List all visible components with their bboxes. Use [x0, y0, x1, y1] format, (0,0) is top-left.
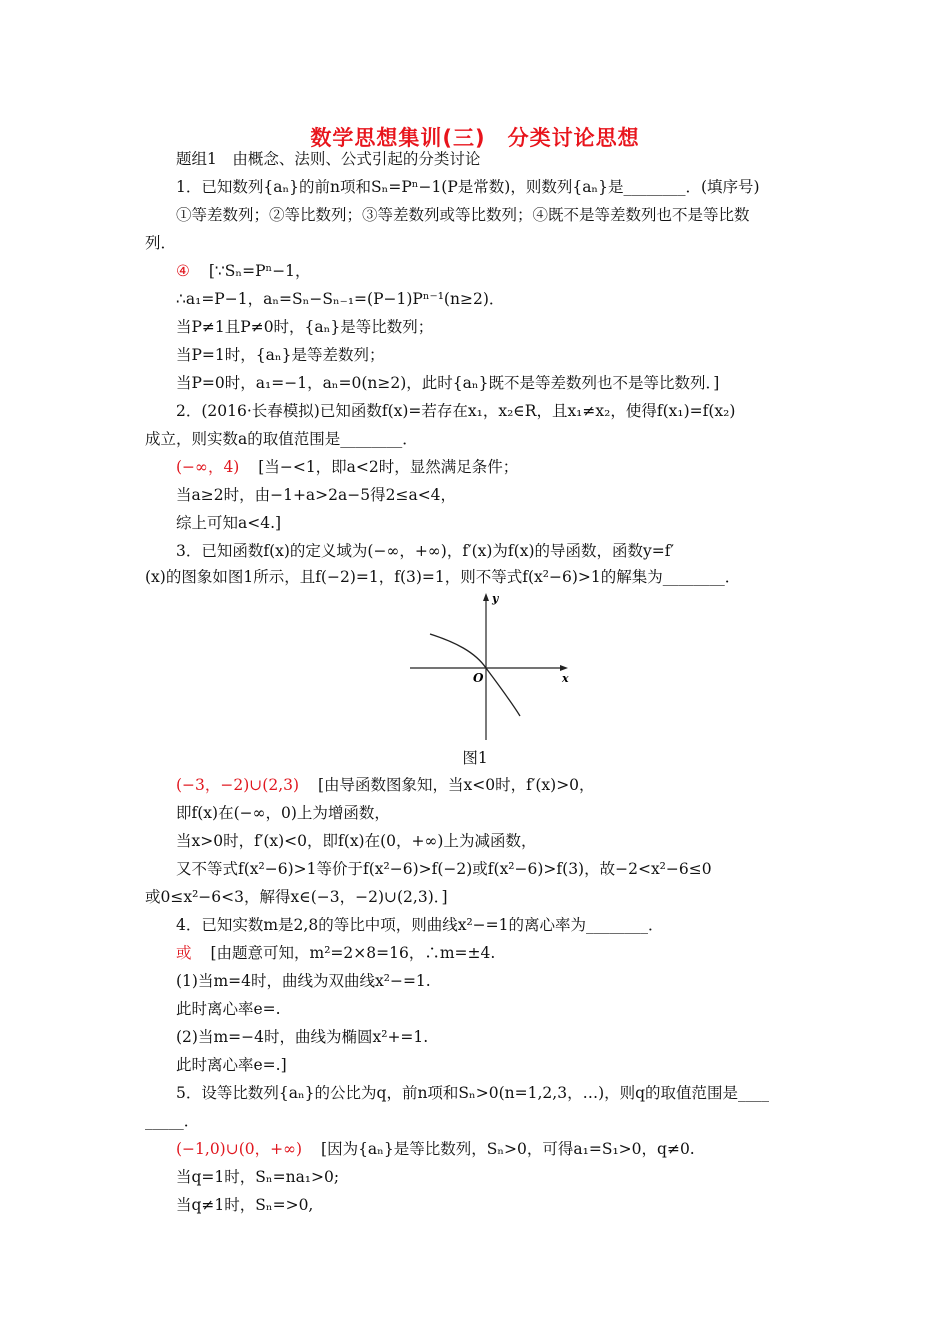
answer-1: ④	[176, 262, 190, 280]
solution-1-line-5: 当P=0时，a₁=−1，aₙ=0(n≥2)，此时{aₙ}既不是等差数列也不是等比数列．]	[176, 374, 720, 392]
y-axis-arrow-icon	[483, 593, 489, 601]
problem-1-options: ①等差数列；②等比数列；③等差数列或等比数列；④既不是等差数列也不是等比数	[176, 206, 750, 224]
solution-3-line-3: 当x>0时，f′(x)<0，即f(x)在(0，+∞)上为减函数，	[176, 832, 537, 850]
problem-1-text: 1．已知数列{aₙ}的前n项和Sₙ=Pⁿ−1(P是常数)，则数列{aₙ}是________．(填序号)	[176, 178, 760, 196]
problem-3-text-cont: (x)的图象如图1所示，且f(−2)=1，f(3)=1，则不等式f(x²−6)>1的解集为________．	[145, 568, 741, 586]
problem-3-text: 3．已知函数f(x)的定义域为(−∞，+∞)，f′(x)为f(x)的导函数，函数y=f′	[176, 542, 674, 560]
solution-1-line-1	[176, 260, 311, 282]
answer-4: 或	[176, 944, 192, 962]
section-heading: 题组1 由概念、法则、公式引起的分类讨论	[176, 150, 481, 168]
solution-1-line-4: 当P=1时，{aₙ}是等差数列；	[176, 346, 385, 364]
solution-4-text: [由题意可知，m²=2×8=16，∴m=±4.	[210, 944, 496, 962]
solution-4-line-5: 此时离心率e=.]	[176, 1056, 287, 1074]
problem-4-text: 4．已知实数m是2,8的等比中项，则曲线x²−=1的离心率为________．	[176, 916, 664, 934]
solution-1-line-2: ∴a₁=P−1，aₙ=Sₙ−Sₙ₋₁=(P−1)Pⁿ⁻¹(n≥2)．	[176, 290, 505, 308]
solution-5-line-2: 当q=1时，Sₙ=na₁>0;	[176, 1168, 340, 1186]
origin-label: O	[473, 671, 484, 685]
x-axis-label: x	[562, 672, 569, 685]
solution-3-line-2: 即f(x)在(−∞，0)上为增函数，	[176, 804, 390, 822]
x-axis-arrow-icon	[560, 665, 568, 671]
solution-3-line-5: 或0≤x²−6<3，解得x∈(−3，−2)∪(2,3)．]	[145, 888, 448, 906]
answer-5: (−1,0)∪(0，+∞)	[176, 1140, 303, 1158]
solution-3-line-4: 又不等式f(x²−6)>1等价于f(x²−6)>f(−2)或f(x²−6)>f(3)，故−2<x²−6≤0	[176, 860, 712, 878]
solution-2-line-3: 综上可知a<4.]	[176, 514, 282, 532]
solution-4-line-4: (2)当m=−4时，曲线为椭圆x²+=1.	[176, 1028, 429, 1046]
problem-2-text-cont: 成立，则实数a的取值范围是________．	[145, 430, 418, 448]
solution-1-text: [∵Sₙ=Pⁿ−1，	[208, 262, 311, 280]
solution-2-line-1	[176, 456, 518, 478]
answer-3: (−3，−2)∪(2,3)	[176, 776, 300, 794]
solution-5-line-1	[176, 1138, 695, 1160]
figure-caption: 图1	[462, 749, 488, 767]
solution-5-text: [因为{aₙ}是等比数列，Sₙ>0，可得a₁=S₁>0，q≠0.	[321, 1140, 695, 1158]
page-title: 数学思想集训(三) 分类讨论思想	[310, 126, 640, 150]
solution-5-line-3: 当q≠1时，Sₙ=>0,	[176, 1196, 314, 1214]
solution-4-line-3: 此时离心率e=.	[176, 1000, 281, 1018]
solution-3-text: [由导函数图象知，当x<0时，f′(x)>0，	[317, 776, 595, 794]
answer-2: (−∞，4)	[176, 458, 240, 476]
solution-4-line-2: (1)当m=4时，曲线为双曲线x²−=1.	[176, 972, 431, 990]
solution-4-line-1	[176, 942, 495, 964]
problem-5-text-cont: _____．	[145, 1112, 200, 1130]
problem-2-text: 2．(2016·长春模拟)已知函数f(x)=若存在x₁，x₂∈R，且x₁≠x₂，使得f(x₁)=f(x₂)	[176, 402, 736, 420]
solution-2-line-2: 当a≥2时，由−1+a>2a−5得2≤a<4，	[176, 486, 457, 504]
solution-3-line-1	[176, 774, 595, 796]
solution-2-text: [当−<1，即a<2时，显然满足条件；	[258, 458, 519, 476]
problem-1-options-cont: 列．	[145, 234, 177, 252]
solution-1-line-3: 当P≠1且P≠0时，{aₙ}是等比数列；	[176, 318, 434, 336]
derivative-graph-figure	[410, 590, 570, 740]
y-axis-label: y	[492, 592, 499, 605]
problem-5-text: 5．设等比数列{aₙ}的公比为q，前n项和Sₙ>0(n=1,2,3，…)，则q的取值范围是____	[176, 1084, 770, 1102]
